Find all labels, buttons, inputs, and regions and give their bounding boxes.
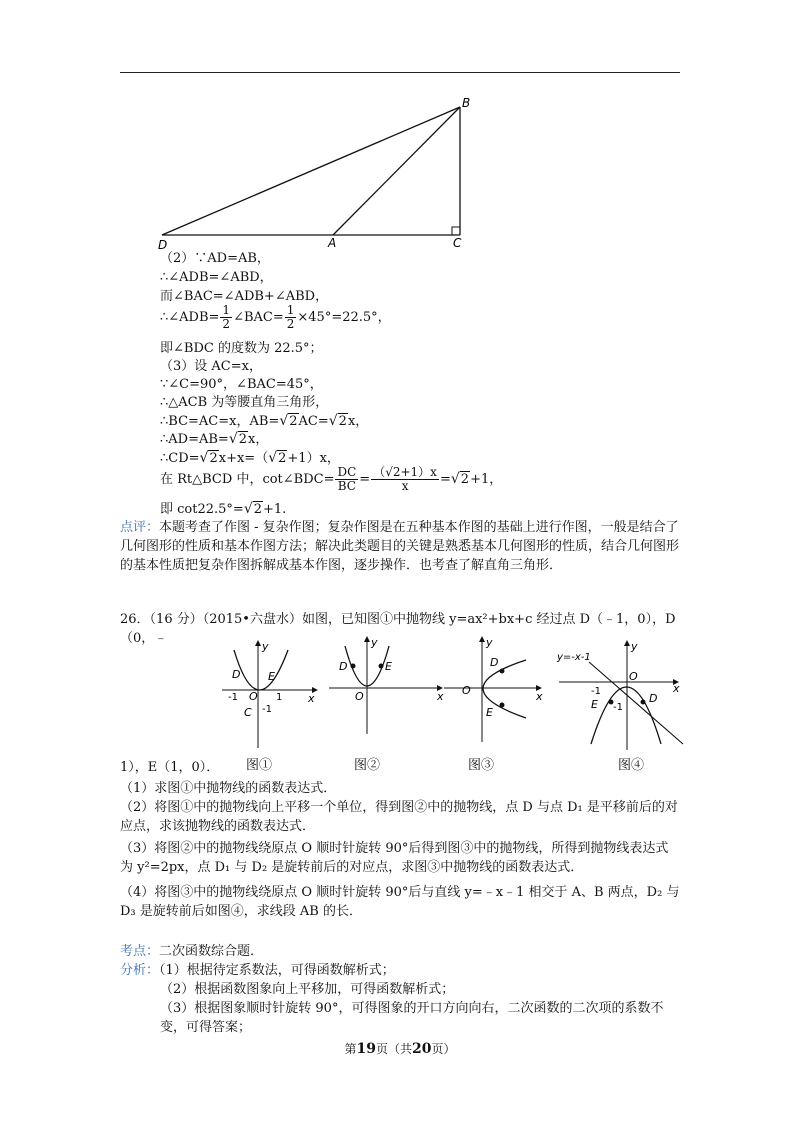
kaodian-label: 考点：: [120, 944, 160, 959]
sol-line-2: ∴∠ADB=∠ABD，: [160, 270, 273, 285]
triangle-figure: [150, 95, 490, 250]
fenxi-2: （2）根据函数图象向上平移加，可得函数解析式；: [160, 982, 455, 997]
svg-text:O: O: [462, 684, 471, 697]
svg-text:C: C: [244, 706, 252, 719]
sol-line-13: 即 cot22.5°=√2+1.: [160, 501, 287, 517]
svg-text:y: y: [486, 636, 493, 649]
caption-4: 图④: [618, 758, 645, 773]
point-c: C: [453, 236, 462, 250]
sol-line-7: ∵∠C=90°，∠BAC=45°，: [160, 377, 323, 392]
graph-4: [555, 640, 685, 752]
review-block: [120, 518, 680, 575]
caption-2: 图②: [354, 758, 381, 773]
svg-text:x: x: [308, 692, 315, 705]
sol-line-1: （2）∵AD=AB，: [160, 251, 270, 266]
sol-line-10: ∴AD=AB=√2x，: [160, 431, 269, 447]
svg-text:E: E: [591, 698, 598, 711]
point-b: B: [462, 96, 471, 110]
svg-text:D: D: [490, 656, 499, 669]
sol-line-12: 在 Rt△BCD 中，cot∠BDC= $\frac{DC}{BC}$ = $\frac{(√2+1)x}{x}$ =√2+1，: [160, 465, 503, 493]
svg-text:D: D: [339, 660, 348, 673]
graph-1: [218, 640, 318, 750]
svg-text:y: y: [262, 640, 269, 653]
graph-2: [325, 636, 450, 736]
svg-text:D: D: [232, 668, 241, 681]
sol-line-8: ∴△ACB 为等腰直角三角形，: [160, 395, 329, 410]
svg-text:O: O: [629, 670, 638, 683]
svg-text:1: 1: [276, 692, 283, 703]
svg-text:x: x: [536, 690, 543, 703]
svg-text:-1: -1: [591, 686, 601, 697]
svg-text:x: x: [437, 690, 444, 703]
svg-text:O: O: [249, 690, 258, 703]
sol-line-5: 即∠BDC 的度数为 22.5°；: [160, 341, 323, 356]
sol-line-6: （3）设 AC=x，: [160, 359, 262, 374]
sol-line-3: 而∠BAC=∠ADB+∠ABD，: [160, 289, 329, 304]
q26-part-4: （4）将图③中的抛物线绕原点 O 顺时针旋转 90°后与直线 y=﹣x﹣1 相交于 A、B 两点，D₂ 与 D₃ 是旋转前后如图④，求线段 AB 的长．: [120, 885, 680, 919]
fenxi-3: （3）根据图象顺时针旋转 90°，可得图象的开口方向向右，二次函数的二次项的系数不变，可得答案；: [160, 1001, 664, 1035]
svg-text:O: O: [355, 690, 364, 703]
sol-line-11: ∴CD=√2x+x=（√2+1）x，: [160, 450, 340, 466]
svg-text:-1: -1: [613, 702, 623, 713]
kaodian: 考点：二次函数综合题．: [120, 944, 264, 959]
q26-part-3: （3）将图②中的抛物线绕原点 O 顺时针旋转 90°后得到图③中的抛物线，所得到抛物线表达式为 y²=2px，点 D₁ 与 D₂ 是旋转前后的对应点，求图③中抛物线的函数表达式．: [120, 841, 669, 875]
svg-text:E: E: [385, 660, 392, 673]
q26-tail: 1），E（1，0）．: [120, 760, 220, 775]
sol-line-9: ∴BC=AC=x，AB=√2AC=√2x，: [160, 413, 369, 429]
svg-text:E: E: [486, 706, 493, 719]
svg-text:y=-x-1: y=-x-1: [557, 652, 591, 663]
svg-text:E: E: [268, 670, 275, 683]
caption-1: 图①: [246, 758, 273, 773]
header-rule: [120, 72, 680, 73]
point-d: D: [158, 238, 168, 250]
q26-part-1: （1）求图①中抛物线的函数表达式．: [120, 781, 337, 796]
point-a: A: [328, 236, 337, 250]
svg-text:y: y: [631, 640, 638, 653]
svg-text:x: x: [673, 682, 680, 695]
caption-3: 图③: [468, 758, 495, 773]
svg-text:-1: -1: [228, 692, 238, 703]
review-text: 本题考查了作图 - 复杂作图；复杂作图是在五种基本作图的基础上进行作图，一般是结合了几何图形的性质和基本作图方法；解决此类题目的关键是熟悉基本几何图形的性质，结合几何图形的基本性质把复杂作图拆解成基本作图，逐步操作．也考查了解直角三角形．: [120, 520, 680, 573]
graph-3: [440, 636, 550, 746]
q26-heading: 26．（16 分）（2015•六盘水）如图，已知图①中抛物线 y=ax²+bx+c 经过点 D（﹣1，0），D（0，﹣: [120, 612, 676, 646]
page-footer: 第19页（共20页）: [344, 1041, 456, 1057]
fenxi-label: 分析：: [120, 963, 160, 978]
sol-line-4: ∴∠ADB= $\frac{1}{2}$ ∠BAC= $\frac{1}{2}$ ×45°=22.5°，: [160, 303, 391, 331]
fenxi-1: 分析：（1）根据待定系数法，可得函数解析式；: [120, 963, 395, 978]
svg-text:-1: -1: [262, 704, 272, 715]
review-label: 点评：: [120, 520, 160, 535]
svg-text:y: y: [371, 636, 378, 649]
svg-text:D: D: [649, 692, 658, 705]
q26-part-2: （2）将图①中的抛物线向上平移一个单位，得到图②中的抛物线，点 D 与点 D₁ 是平移前后的对应点，求该抛物线的函数表达式．: [120, 800, 678, 834]
